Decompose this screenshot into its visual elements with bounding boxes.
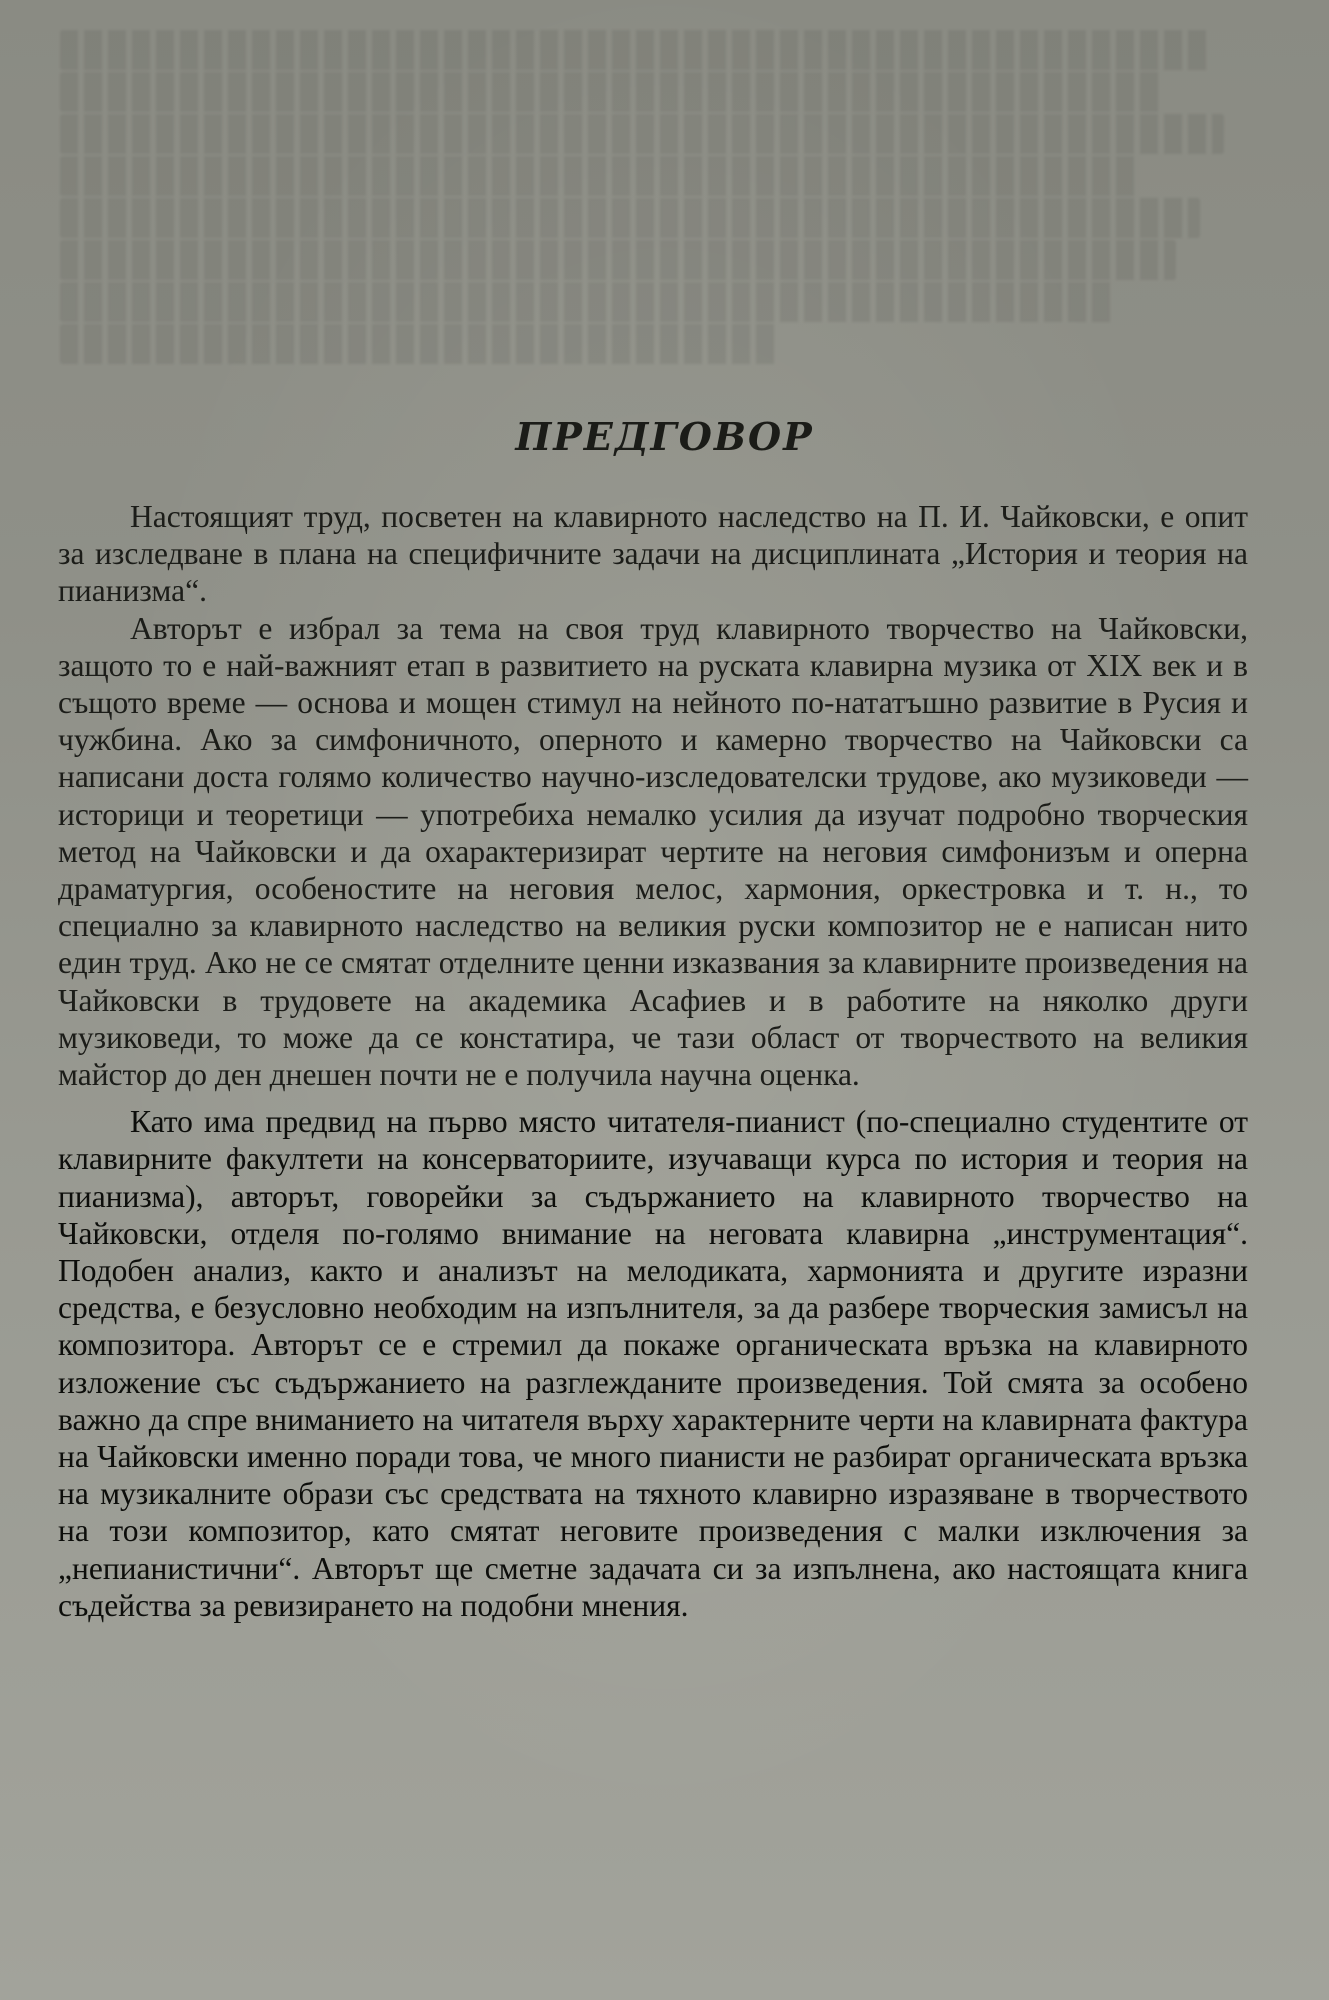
bleed-through-text — [60, 30, 1260, 410]
paragraph-2: Авторът е избрал за тема на своя труд клавирното творчество на Чайковски, защото то е най-важният етап в развитието на руската клавирна музика от XIX век и в същото време — основа и мощен стимул на нейното по-нататъшно развитие в Русия и чужбина. Ако за симфоничното, оперното и камерно творчество на Чайковски са написани доста голямо количество научно-изследователски трудове, ако музиковеди — историци и теоретици — употребиха немалко усилия да изучат подробно творческия метод на Чайковски и да охарактеризират чертите на неговия симфонизъм и оперна драматургия, особеностите на неговия мелос, хармония, оркестровка и т. н., то специално за клавирното наследство на великия руски композитор не е написан нито един труд. Ако не се смятат отделните ценни изказвания за клавирните произведения на Чайковски в трудовете на академика Асафиев и в работите на няколко други музиковеди, то може да се констатира, че тази област от творчеството на великия майстор до ден днешен почти не е получила научна оценка. — [58, 610, 1248, 1093]
paragraph-3: Като има предвид на първо място читателя-пианист (по-специално студентите от клавирните факултети на консерваториите, изучаващи курса по история и теория на пианизма), авторът, говорейки за съдържанието на клавирното творчество на Чайковски, отделя по-голямо внимание на неговата клавирна „инструментация“. Подобен анализ, както и анализът на мелодиката, хармонията и другите изразни средства, е безусловно необходим на изпълнителя, за да разбере творческия замисъл на композитора. Авторът се е стремил да покаже органическата връзка на клавирното изложение със съдържанието на разглежданите произведения. Той смята за особено важно да спре вниманието на читателя върху характерните черти на клавирната фактура на Чайковски именно поради това, че много пианисти не разбират органическата връзка на музикалните образи със средствата на тяхното клавирно изразяване в творчеството на този композитор, като смятат неговите произведения с малки изключения за „непианистични“. Авторът ще сметне задачата си за изпълнена, ако настоящата книга съдейства за ревизирането на подобни мнения. — [58, 1104, 1248, 1623]
paragraph-1: Настоящият труд, посветен на клавирното наследство на П. И. Чайковски, е опит за изследване в плана на специфичните задачи на дисциплината „История и теория на пианизма“. — [58, 499, 1248, 609]
page-title: ПРЕДГОВОР — [515, 414, 814, 459]
preface-body — [58, 498, 1248, 1624]
